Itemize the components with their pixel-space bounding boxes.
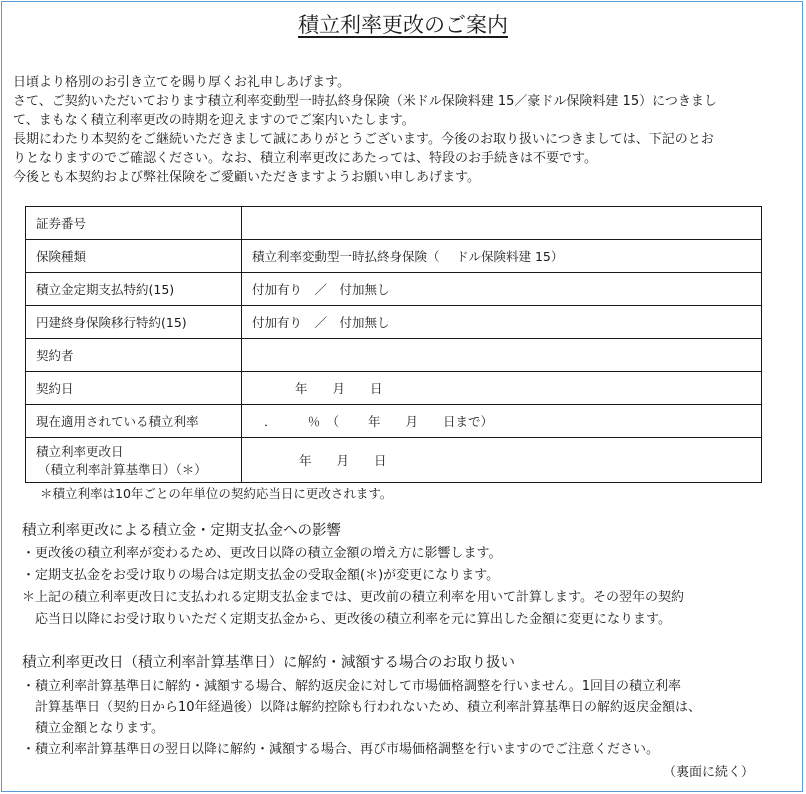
intro-line: さて、ご契約いただいております積立利率変動型一時払終身保険（米ドル保険料建 15／豪ドル保険料建 15）につきまし — [13, 94, 717, 109]
section1-line: ・定期支払金をお受け取りの場合は定期支払金の受取金額(＊)が変更になります。 — [22, 568, 500, 583]
current-rate-label: 現在適用されている積立利率 — [26, 405, 242, 438]
section1-line: ・更改後の積立利率が変わるため、更改日以降の積立金額の増え方に影響します。 — [22, 546, 502, 561]
table-row-yen-rider — [26, 306, 762, 339]
policy-number-value — [242, 207, 762, 240]
intro-line: 長期にわたり本契約をご継続いただきまして誠にありがとうございます。今後のお取り扱いにつきましては、下記のとお — [13, 132, 714, 147]
table-row-policy-number — [26, 207, 762, 240]
yen-rider-value: 付加有り ／ 付加無し — [242, 306, 762, 339]
section2-line: ・積立利率計算基準日の翌日以降に解約・減額する場合、再び市場価格調整を行いますのでご注意ください。 — [22, 742, 660, 757]
page-title — [0, 10, 806, 40]
intro-line: 今後とも本契約および弊社保険をご愛顧いただきますようお願い申しあげます。 — [13, 170, 480, 185]
renewal-date-label — [26, 438, 242, 483]
renewal-date-label-line2: （積立利率計算基準日）（＊） — [38, 462, 207, 477]
table-footnote: ＊積立利率は10年ごとの年単位の契約応当日に更改されます。 — [40, 486, 393, 501]
periodic-rider-value: 付加有り ／ 付加無し — [242, 273, 762, 306]
page-title-text: 積立利率更改のご案内 — [298, 13, 508, 37]
insurance-type-value: 積立利率変動型一時払終身保険（ ドル保険料建 15） — [242, 240, 762, 273]
intro-line: りとなりますのでご確認ください。なお、積立利率更改にあたっては、特段のお手続きは不要です。 — [13, 151, 597, 166]
contractor-label: 契約者 — [26, 339, 242, 372]
table-row-insurance-type — [26, 240, 762, 273]
insurance-type-label: 保険種類 — [26, 240, 242, 273]
section2-line: ・積立利率計算基準日に解約・減額する場合、解約返戻金に対して市場価格調整を行いません。1回目の積立利率 — [22, 679, 682, 694]
contractor-value — [242, 339, 762, 372]
table-row-renewal-date — [26, 438, 762, 483]
table-row-current-rate — [26, 405, 762, 438]
table-row-contract-date — [26, 372, 762, 405]
continued-on-back-note: （裏面に続く） — [662, 765, 754, 780]
section1-body — [22, 543, 684, 631]
current-rate-value: ． ％ （ 年 月 日まで） — [242, 405, 762, 438]
contract-date-value: 年 月 日 — [242, 372, 762, 405]
periodic-rider-label: 積立金定期支払特約(15) — [26, 273, 242, 306]
section2-heading: 積立利率更改日（積立利率計算基準日）に解約・減額する場合のお取り扱い — [22, 655, 515, 671]
table-row-contractor — [26, 339, 762, 372]
policy-info-table — [25, 206, 762, 483]
section2-line: 積立金額となります。 — [22, 721, 164, 736]
table-row-periodic-rider — [26, 273, 762, 306]
section1-heading: 積立利率更改による積立金・定期支払金への影響 — [22, 523, 341, 539]
section2-line: 計算基準日（契約日から10年経過後）以降は解約控除も行われないため、積立利率計算基準日の解約返戻金額は、 — [22, 700, 702, 715]
intro-line: 日頃より格別のお引き立てを賜り厚くお礼申しあげます。 — [13, 75, 350, 90]
section1-line: ＊上記の積立利率更改日に支払われる定期支払金までは、更改前の積立利率を用いて計算します。その翌年の契約 — [22, 590, 684, 605]
yen-rider-label: 円建終身保険移行特約(15) — [26, 306, 242, 339]
intro-paragraph — [13, 73, 803, 187]
intro-line: て、まもなく積立利率更改の時期を迎えますのでご案内いたします。 — [13, 113, 415, 128]
policy-number-label: 証券番号 — [26, 207, 242, 240]
renewal-date-label-line1: 積立利率更改日 — [36, 444, 124, 459]
section2-body — [22, 676, 701, 760]
contract-date-label: 契約日 — [26, 372, 242, 405]
renewal-date-value: 年 月 日 — [242, 438, 762, 483]
section1-line: 応当日以降にお受け取りいただく定期支払金から、更改後の積立利率を元に算出した金額に変更になります。 — [22, 612, 671, 627]
